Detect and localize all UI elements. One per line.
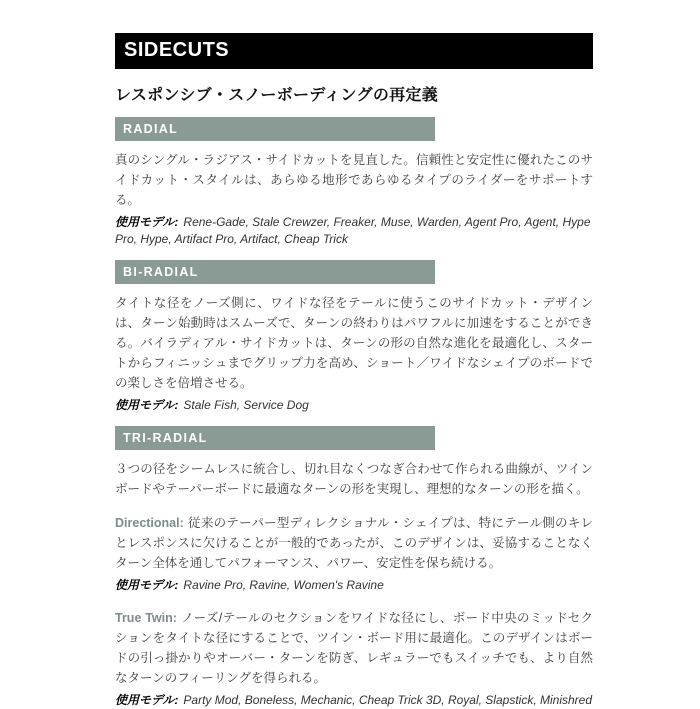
subsection-body: ノーズ/テールのセクションをワイドな径にし、ボード中央のミッドセクションをタイトな径にすることで、ツイン・ボード用に最適化。このデザインはボードの引っ掛かりやオーバー・ターンを防ぎ、レギュラーでもスイッチでも、より自然なターンのフィーリングを得られる。 [115, 611, 593, 685]
section-heading-tri-radial: TRI-RADIAL [115, 426, 435, 450]
section-body: ３つの径をシームレスに統合し、切れ目なくつなぎ合わせて作られる曲線が、ツインボードやテーパーボードに最適なターンの形を実現し、理想的なターンの形を描く。 [115, 462, 593, 496]
subsection-body: 従来のテーパー型ディレクショナル・シェイプは、特にテール側のキレとレスポンスに欠けることが一般的であったが、このデザインは、妥協することなくターン全体を通してパフォーマンス、パワー、安定性を保ち続ける。 [115, 516, 593, 570]
models-label: 使用モデル: [115, 693, 179, 707]
section-tri-radial [115, 426, 593, 709]
models-line [115, 692, 593, 709]
models-line [115, 577, 593, 594]
section-body: 真のシングル・ラジアス・サイドカットを見直した。信頼性と安定性に優れたこのサイドカット・スタイルは、あらゆる地形であらゆるタイプのライダーをサポートする。 [115, 153, 593, 207]
models-label: 使用モデル: [115, 578, 179, 592]
models-list: Ravine Pro, Ravine, Women's Ravine [183, 578, 384, 592]
subsection-label-directional: Directional: [115, 516, 184, 530]
section-heading-radial: RADIAL [115, 117, 435, 141]
models-line [115, 214, 593, 248]
models-list: Party Mod, Boneless, Mechanic, Cheap Trick 3D, Royal, Slapstick, Minishred [183, 693, 593, 707]
models-list: Rene-Gade, Stale Crewzer, Freaker, Muse, Warden, Agent Pro, Agent, Hype Pro, Hype, Artifact Pro, Artifact, Cheap Trick [115, 215, 591, 246]
subsection-label-true-twin: True Twin: [115, 611, 177, 625]
models-label: 使用モデル: [115, 215, 179, 229]
section-heading-bi-radial: BI-RADIAL [115, 260, 435, 284]
subsection-directional [115, 513, 593, 573]
subsection-true-twin [115, 608, 593, 688]
section-bi-radial [115, 260, 593, 414]
page-title-bar [115, 33, 593, 69]
models-label: 使用モデル: [115, 398, 179, 412]
section-body: タイトな径をノーズ側に、ワイドな径をテールに使うこのサイドカット・デザインは、ターン始動時はスムーズで、ターンの終わりはパワフルに加速をすることができる。バイラディアル・サイドカットは、ターンの形の自然な進化を最適化し、スタートからフィニッシュまでグリップ力を高め、ショート／ワイドなシェイプのボードでの楽しさを倍増させる。 [115, 296, 593, 390]
section-radial [115, 117, 593, 248]
sidecuts-page [115, 33, 593, 709]
models-line [115, 397, 593, 414]
page-subtitle: レスポンシブ・スノーボーディングの再定義 [115, 87, 439, 104]
page-title: SIDECUTS [124, 39, 230, 61]
models-list: Stale Fish, Service Dog [183, 398, 309, 412]
